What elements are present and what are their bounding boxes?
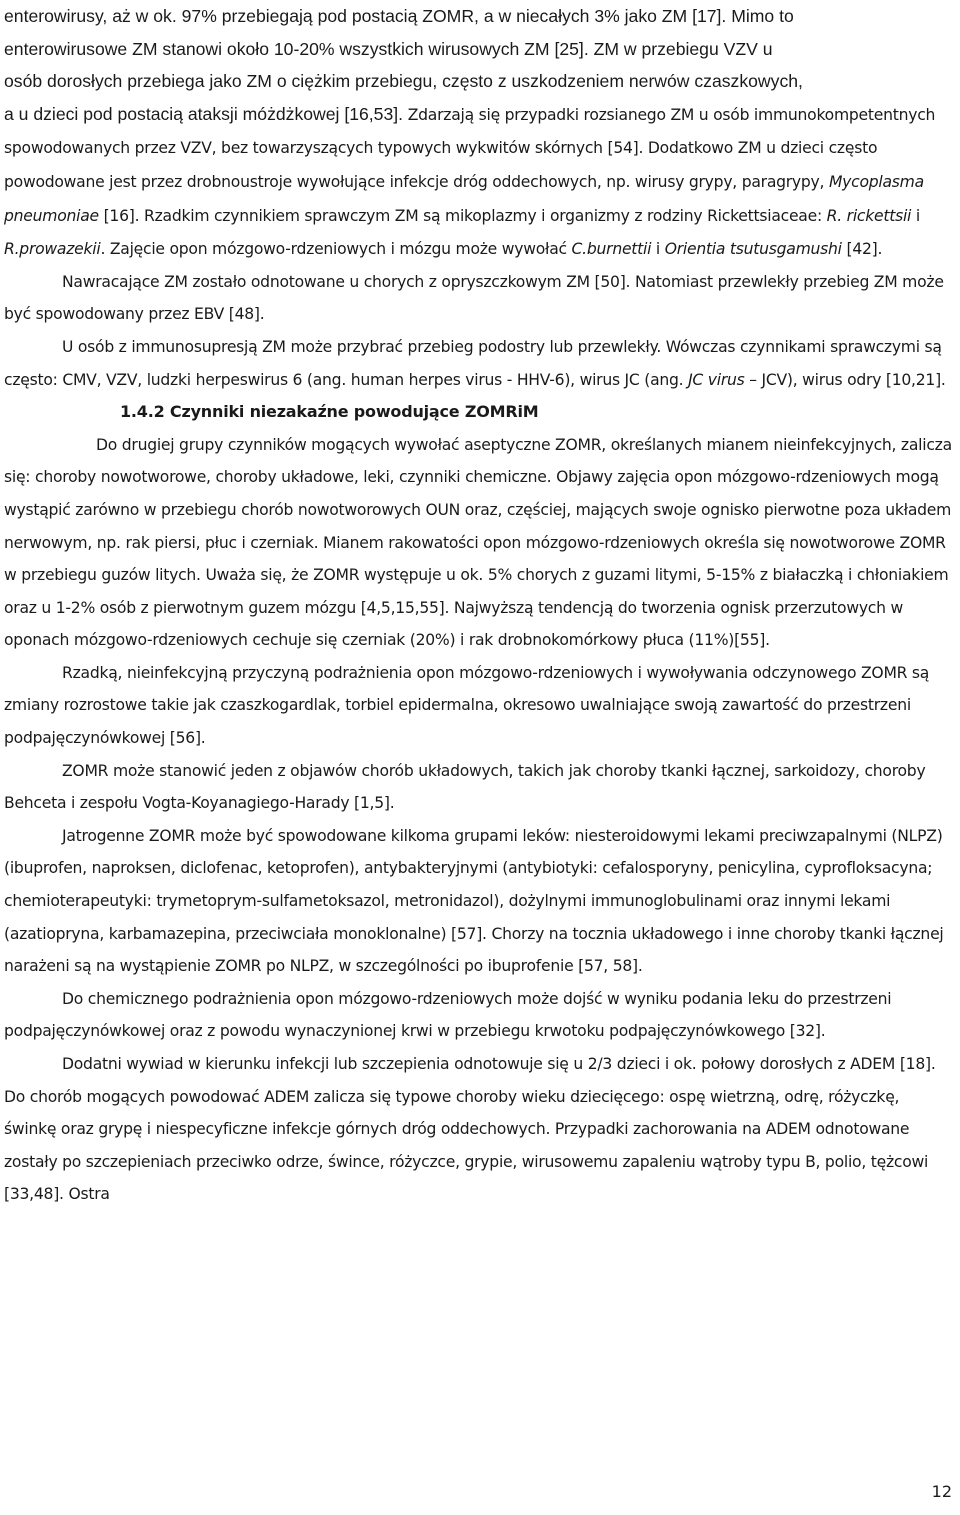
paragraph: Jatrogenne ZOMR może być spowodowane kilkoma grupami leków: niesteroidowymi lekami preciwzapalnymi (NLPZ) (ibuprofen, naproksen, diclofenac, ketoprofen), antybakteryjnymi (antybiotyki: cefalosporyny, penicylina, cyprofloksacyna; chemioterapeutyki: trymetoprym-sulfametoksazol, metronidazol), dożylnymi immunoglobulinami oraz innymi lekami (azatiopryna, karbamazepina, przeciwciała monoklonalne) [57]. Chorzy na toczniа układowego i inne choroby tkanki łącznej narażeni są na wystąpienie ZOMR po NLPZ, w szczególności po ibuprofenie [57, 58]. — [4, 826, 944, 976]
section-heading: 1.4.2 Czynniki niezakaźne powodujące ZOMRiM — [120, 402, 539, 422]
species-name: Mycoplasma pneumoniae — [4, 172, 924, 225]
paragraph: Dodatni wywiad w kierunku infekcji lub szczepienia odnotowuje się u 2/3 dzieci i ok. połowy dorosłych z ADEM [18]. Do chorób mogących powodować ADEM zalicza się typowe choroby wieku dziecięcego: ospę wietrzną, odrę, różyczkę, świnkę oraz grypę i niespecyficzne infekcje górnych dróg oddechowych. Przypadki zachorowania na ADEM odnotowane zostały po szczepieniach przeciwko odrze, śwince, różyczce, grypie, wirusowemu zapaleniu wątroby typu B, polio, tężcowi [33,48]. Ostra — [4, 1055, 936, 1204]
paragraph: Nawracające ZM zostało odnotowane u chorych z opryszczkowym ZM [50]. Natomiast przewlekły przebieg ZM może być spowodowany przez EBV [48]. — [4, 272, 944, 324]
text-span: a u dzieci pod postacią ataksji móżdżkowej [16,53]. — [4, 103, 404, 124]
text-span: i — [911, 206, 920, 225]
text-span: – JCV), wirus odry [10,21]. — [744, 370, 946, 389]
text-span: [42]. — [841, 240, 883, 259]
document-body — [4, 0, 956, 1211]
species-name: R. rickettsii — [826, 206, 912, 225]
text-span: i — [651, 240, 665, 259]
species-name: R.prowazekii — [4, 240, 101, 259]
text-span: . Zajęcie opon mózgowo-rdzeniowych i mózgu może wywołać — [100, 240, 572, 259]
term-italic: JC virus — [688, 370, 745, 389]
text-line — [4, 104, 403, 124]
species-name: C.burnettii — [571, 240, 652, 259]
paragraph — [4, 331, 956, 396]
paragraph: Do drugiej grupy czynników mogących wywołać aseptyczne ZOMR, określanych mianem nieinfekcyjnych, zalicza się: choroby nowotworowe, choroby układowe, leki, czynniki chemiczne. Objawy zajęcia opon mózgowo-rdzeniowych mogą wystąpić zarówno w przebiegu chorób nowotworowych OUN oraz, częściej, mających swoje ognisko pierwotne poza układem nerwowym, np. rak piersi, płuc i czerniak. Mianem rakowatości opon mózgowo-rdzeniowych określa się nowotworowe ZOMR w przebiegu guzów litych. Uważa się, że ZOMR występuje u ok. 5% chorych z guzami litymi, 5-15% z białaczką i chłoniakiem oraz u 1-2% osób z pierwotnym guzem mózgu [4,5,15,55]. Najwyższą tendencją do tworzenia ognisk przerzutowych w oponach mózgowo-rdzeniowych cechuje się czerniak (20%) i rak drobnokomórkowy płuca (11%)[55]. — [4, 435, 952, 650]
text-span: Zdarzają się przypadki rozsianego ZM u osób immunokompetentnych spowodowanych przez VZV, bez towarzyszących typowych wykwitów skórnych [54]. Dodatkowo ZM u dzieci często powodowane jest przez drobnoustroje wywołujące infekcje dróg oddechowych, np. wirusy grypy, paragrypy, — [4, 105, 936, 191]
paragraph-continuation — [4, 0, 956, 266]
text-line: osób dorosłych przebiega jako ZM o ciężkim przebiegu, często z uszkodzeniem nerwów czaszkowych, — [4, 71, 803, 92]
paragraph: Do chemicznego podrażnienia opon mózgowo-rdzeniowych może dojść w wyniku podania leku do przestrzeni podpajęczynówkowej oraz z powodu wynaczynionej krwi w przebiegu krwotoku podpajęczynówkowego [32]. — [4, 989, 892, 1041]
paragraph: ZOMR może stanowić jeden z objawów chorób układowych, takich jak choroby tkanki łącznej, sarkoidozy, choroby Behceta i zespołu Vogta-Koyanagiego-Harady [1,5]. — [4, 761, 926, 813]
paragraph: Rzadką, nieinfekcyjną przyczyną podrażnienia opon mózgowo-rdzeniowych i wywoływania odczynowego ZOMR są zmiany rozrostowe takie jak czaszkogardlak, torbiel epidermalna, okresowo uwalniające swoją zawartość do przestrzeni podpajęczynówkowej [56]. — [4, 663, 930, 748]
text-span: U osób z immunosupresją ZM może przybrać przebieg podostry lub przewlekły. Wówczas czynnikami sprawczymi są często: CMV, VZV, ludzki herpeswirus 6 (ang. human herpes virus - HHV-6), wirus JC (ang. — [4, 337, 942, 389]
text-line: enterowirusy, aż w ok. 97% przebiegają pod postacią ZOMR, a w niecałych 3% jako ZM [17]. Mimo to — [4, 6, 794, 26]
text-span: [16]. Rzadkim czynnikiem sprawczym ZM są mikoplazmy i organizmy z rodziny Rickettsiaceae: — [98, 206, 827, 225]
species-name: Orientia tsutusgamushi — [664, 240, 842, 259]
page-number: 12 — [931, 1482, 952, 1501]
text-line: enterowirusowe ZM stanowi około 10-20% wszystkich wirusowych ZM [25]. ZM w przebiegu VZV u — [4, 38, 773, 59]
